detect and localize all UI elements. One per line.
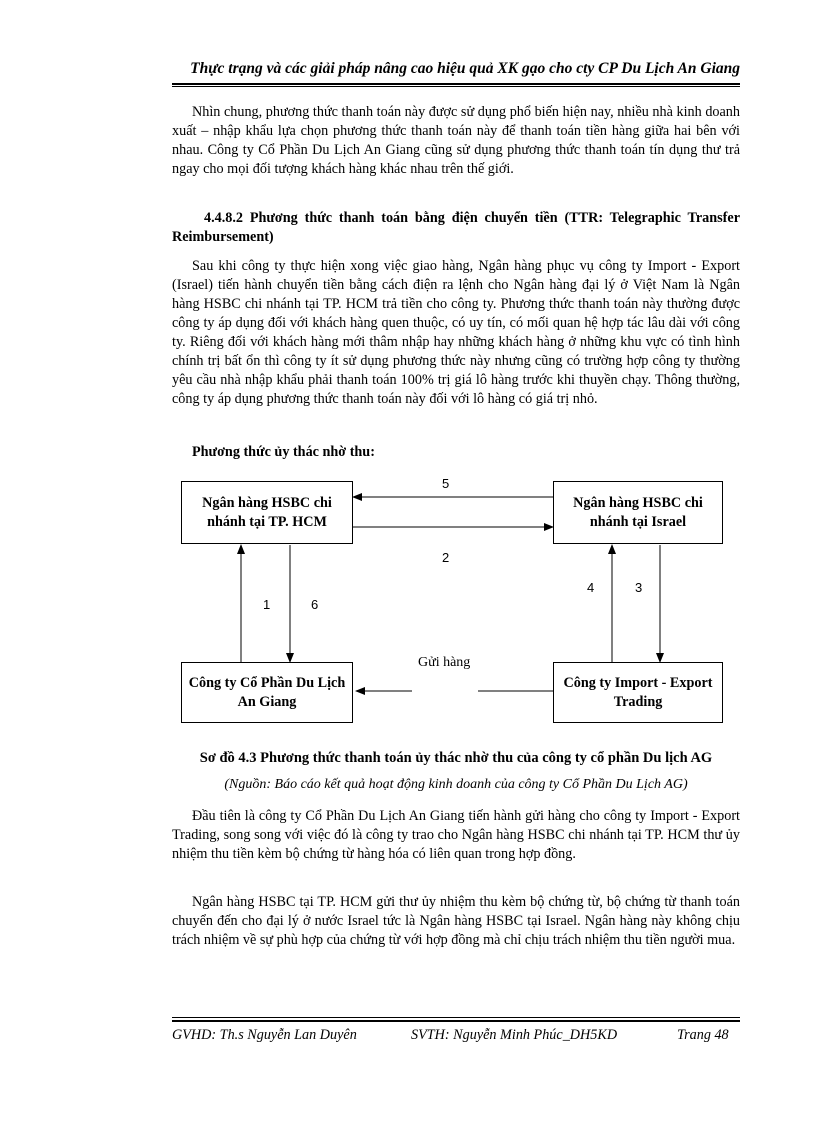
subheading-collection: Phương thức ủy thác nhờ thu:: [192, 444, 375, 460]
box-hsbc-israel: [553, 481, 723, 544]
paragraph-3: Đầu tiên là công ty Cổ Phần Du Lịch An Giang tiến hành gửi hàng cho công ty Import - Export Trading, song song với việc đó là công ty trao cho Ngân hàng HSBC chi nhánh tại TP. HCM thư ủy nhiệm thu tiền kèm bộ chứng từ hàng hóa có liên quan trong hợp đồng.: [172, 808, 740, 862]
ship-goods-label: Gửi hàng: [418, 655, 471, 670]
step-2-label: 2: [442, 550, 450, 565]
footer-student: SVTH: Nguyễn Minh Phúc_DH5KD: [411, 1027, 618, 1043]
box-an-giang: [181, 662, 353, 723]
figure-caption: Sơ đồ 4.3 Phương thức thanh toán ủy thác nhờ thu của công ty cổ phần Du lịch AG: [199, 750, 713, 766]
footer-rule-thin: [172, 1017, 740, 1018]
footer-page-number: Trang 48: [677, 1027, 729, 1043]
page-header-title: Thực trạng và các giải pháp nâng cao hiệu quả XK gạo cho cty CP Du Lịch An Giang: [190, 60, 740, 77]
box-hsbc-hcm-label: Ngân hàng HSBC chi nhánh tại TP. HCM: [202, 494, 332, 530]
box-import-export-label: Công ty Import - Export Trading: [563, 674, 713, 710]
box-hsbc-israel-label: Ngân hàng HSBC chi nhánh tại Israel: [573, 494, 703, 530]
footer-rule: [172, 1020, 740, 1022]
step-4-label: 4: [587, 580, 595, 595]
paragraph-2: Sau khi công ty thực hiện xong việc giao hàng, Ngân hàng phục vụ công ty Import - Export (Israel) tiến hành chuyển tiền bằng cách điện ra lệnh cho Ngân hàng đại lý ở Việt Nam là Ngân hàng HSBC chi nhánh tại TP. HCM trả tiền cho công ty. Phương thức thanh toán này thường được công ty áp dụng đối với khách hàng quen thuộc, có uy tín, có mối quan hệ hợp tác lâu dài với công ty. Riêng đối với khách hàng mới thâm nhập hay những khách hàng ở những khu vực có tình hình chính trị bất ổn thì công ty ít sử dụng phương thức này nhưng cũng có trường hợp công ty thường yêu cầu nhà nhập khẩu phải thanh toán 100% trị giá lô hàng trước khi thuyền chạy. Thông thường, công ty áp dụng phương thức thanh toán này đối với lô hàng có giá trị nhỏ.: [172, 258, 740, 407]
step-3-label: 3: [635, 580, 643, 595]
paragraph-4: Ngân hàng HSBC tại TP. HCM gửi thư ủy nhiệm thu kèm bộ chứng từ, bộ chứng từ thanh toán chuyển đến cho đại lý ở nước Israel tức là Ngân hàng HSBC tại Israel. Ngân hàng này không chịu trách nhiệm về sự phù hợp của chứng từ với hợp đồng mà chỉ chịu trách nhiệm thu tiền người mua.: [172, 894, 740, 948]
step-1-label: 1: [263, 597, 271, 612]
box-an-giang-label: Công ty Cổ Phần Du Lịch An Giang: [188, 674, 346, 710]
section-heading: 4.4.8.2 Phương thức thanh toán bằng điện chuyển tiền (TTR: Telegraphic Transfer Reimbursement): [172, 210, 740, 245]
step-6-label: 6: [311, 597, 319, 612]
box-hsbc-hcm: [181, 481, 353, 544]
paragraph-1: Nhìn chung, phương thức thanh toán này được sử dụng phổ biến hiện nay, nhiều nhà kinh doanh xuất – nhập khẩu lựa chọn phương thức thanh toán này để thanh toán tiền hàng giữa hai bên với nhau. Công ty Cổ Phần Du Lịch An Giang cũng sử dụng phương thức thanh toán tín dụng thư trả ngay cho mọi đối tượng khách hàng khác nhau trên thế giới.: [172, 104, 740, 177]
figure-source: (Nguồn: Báo cáo kết quả hoạt động kinh doanh của công ty Cổ Phần Du Lịch AG): [224, 777, 688, 792]
step-5-label: 5: [442, 476, 450, 491]
box-import-export: [553, 662, 723, 723]
footer-advisor: GVHD: Th.s Nguyễn Lan Duyên: [172, 1027, 357, 1043]
